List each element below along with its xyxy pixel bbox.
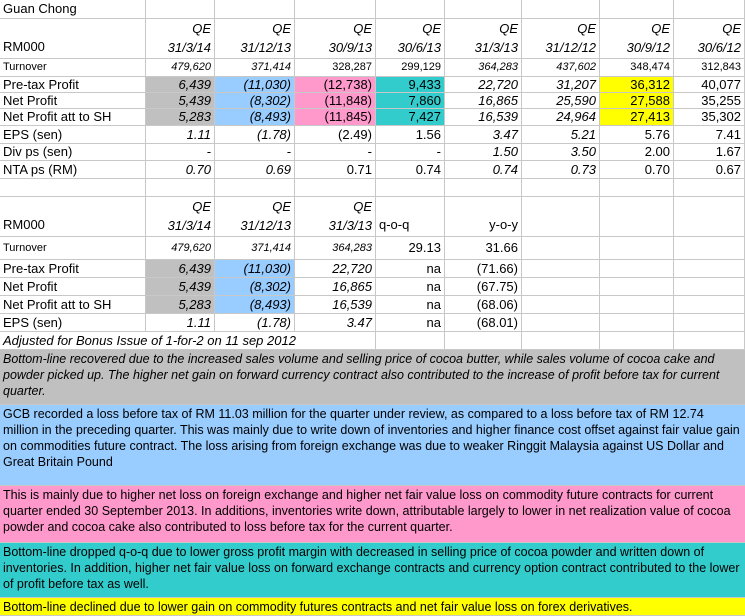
row-label[interactable]: Net Profit att to SH — [0, 109, 146, 126]
empty-cell[interactable] — [600, 237, 674, 260]
footnote[interactable]: Adjusted for Bonus Issue of 1-for-2 on 11 sep 2012 — [0, 332, 376, 350]
empty-cell[interactable] — [445, 332, 522, 350]
data-cell[interactable]: 5,439 — [146, 278, 215, 296]
data-cell[interactable]: - — [215, 144, 295, 161]
empty-cell[interactable] — [376, 332, 445, 350]
data-cell[interactable]: 1.67 — [674, 144, 745, 161]
row-label[interactable]: Div ps (sen) — [0, 144, 146, 161]
empty-cell[interactable] — [376, 0, 445, 19]
period-date: 30/6/13 — [397, 40, 441, 55]
empty-cell[interactable] — [674, 278, 745, 296]
empty-cell[interactable] — [522, 260, 600, 278]
data-cell[interactable]: 25,590 — [522, 93, 600, 109]
empty-cell[interactable] — [600, 278, 674, 296]
empty-cell[interactable] — [522, 314, 600, 332]
data-cell[interactable]: 35,255 — [674, 93, 745, 109]
data-cell[interactable]: 5,283 — [146, 109, 215, 126]
row-label[interactable]: EPS (sen) — [0, 126, 146, 144]
empty-cell[interactable] — [522, 0, 600, 19]
row-label[interactable]: EPS (sen) — [0, 314, 146, 332]
data-cell[interactable]: 16,865 — [295, 278, 376, 296]
period-header[interactable] — [295, 197, 376, 237]
data-cell[interactable]: 9,433 — [376, 77, 445, 93]
empty-cell[interactable] — [600, 0, 674, 19]
period-date: 31/12/12 — [545, 40, 596, 55]
data-cell[interactable]: (11,848) — [295, 93, 376, 109]
period-header[interactable] — [146, 197, 215, 237]
company-name[interactable]: Guan Chong — [0, 0, 146, 19]
empty-cell[interactable] — [522, 179, 600, 197]
data-cell[interactable]: - — [146, 144, 215, 161]
unit-label-text: RM000 — [3, 217, 45, 232]
empty-cell[interactable] — [600, 332, 674, 350]
period-header[interactable] — [146, 19, 215, 59]
empty-cell[interactable] — [600, 296, 674, 314]
data-cell[interactable]: 328,287 — [295, 59, 376, 77]
period-date: 31/12/13 — [240, 40, 291, 55]
data-cell[interactable]: 0.71 — [295, 161, 376, 179]
data-cell[interactable]: 24,964 — [522, 109, 600, 126]
row-label[interactable]: Turnover — [0, 237, 146, 260]
data-cell[interactable]: 7.41 — [674, 126, 745, 144]
qoq-header[interactable] — [376, 197, 445, 237]
data-cell[interactable]: 0.74 — [445, 161, 522, 179]
data-cell[interactable]: 7,860 — [376, 93, 445, 109]
data-cell[interactable]: 27,588 — [600, 93, 674, 109]
empty-cell[interactable] — [295, 179, 376, 197]
period-header[interactable] — [376, 19, 445, 59]
period-date: 30/9/12 — [626, 40, 670, 55]
data-cell[interactable]: (1.78) — [215, 126, 295, 144]
data-cell[interactable]: 5.21 — [522, 126, 600, 144]
data-cell[interactable]: - — [295, 144, 376, 161]
data-cell[interactable]: 16,539 — [295, 296, 376, 314]
unit-label-text: RM000 — [3, 39, 45, 54]
data-cell[interactable]: 5,283 — [146, 296, 215, 314]
data-cell[interactable]: (2.49) — [295, 126, 376, 144]
qe-label: QE — [272, 199, 291, 214]
empty-cell[interactable] — [600, 197, 674, 237]
commentary-note[interactable]: This is mainly due to higher net loss on foreign exchange and higher net fair value loss on commodity future contracts for current quarter ended 30 September 2013. In additions, inventories write down, attributable largely to lower in net realization value of cocoa powder and cocoa cake also contributed to loss before tax for the current quarter. — [0, 486, 745, 543]
empty-cell[interactable] — [600, 260, 674, 278]
empty-cell[interactable] — [215, 0, 295, 19]
commentary-note[interactable]: GCB recorded a loss before tax of RM 11.03 million for the quarter under review, as compared to a loss before tax of RM 12.74 million in the preceding quarter. This was mainly due to write down of inventories and higher finance cost offset against fair value gain on commodities future contract. The loss arising from foreign exchange was due to weaker Ringgit Malaysia against US Dollar and Great Britain Pound — [0, 405, 745, 486]
period-date: 31/3/14 — [167, 40, 211, 55]
empty-cell[interactable] — [522, 296, 600, 314]
empty-cell[interactable] — [600, 179, 674, 197]
data-cell[interactable]: 3.47 — [445, 126, 522, 144]
data-cell[interactable]: (8,302) — [215, 278, 295, 296]
row-label[interactable]: NTA ps (RM) — [0, 161, 146, 179]
qe-label: QE — [272, 21, 291, 36]
period-header[interactable] — [674, 19, 745, 59]
commentary-note[interactable]: Bottom-line dropped q-o-q due to lower gross profit margin with decreased in selling price of cocoa powder and written down of inventories. In addition, higher net fair value loss on forward exchange contracts and currency option contract contributed to the lower of profit before tax as well. — [0, 543, 745, 598]
data-cell[interactable]: 437,602 — [522, 59, 600, 77]
data-cell[interactable]: 22,720 — [445, 77, 522, 93]
data-cell[interactable]: 364,283 — [445, 59, 522, 77]
period-header[interactable] — [295, 19, 376, 59]
empty-cell[interactable] — [674, 314, 745, 332]
commentary-note[interactable]: Bottom-line recovered due to the increased sales volume and selling price of cocoa butter, while sales volume of cocoa cake and powder picked up. The higher net gain on forward currency contract also contributed to the increase of profit before tax for current quarter. — [0, 350, 745, 405]
data-cell[interactable]: 299,129 — [376, 59, 445, 77]
empty-cell[interactable] — [295, 0, 376, 19]
data-cell[interactable]: 479,620 — [146, 237, 215, 260]
data-cell[interactable]: 16,865 — [445, 93, 522, 109]
data-cell[interactable]: (12,738) — [295, 77, 376, 93]
qe-label: QE — [353, 199, 372, 214]
data-cell[interactable]: 5,439 — [146, 93, 215, 109]
data-cell[interactable]: 3.50 — [522, 144, 600, 161]
qoq-cell[interactable]: 29.13 — [376, 237, 445, 260]
qe-label: QE — [651, 21, 670, 36]
qe-label: QE — [192, 199, 211, 214]
unit-label[interactable] — [0, 19, 146, 59]
qe-label: QE — [577, 21, 596, 36]
empty-cell[interactable] — [146, 0, 215, 19]
empty-cell[interactable] — [522, 237, 600, 260]
data-cell[interactable]: (11,030) — [215, 260, 295, 278]
empty-cell[interactable] — [215, 179, 295, 197]
data-cell[interactable]: (11,030) — [215, 77, 295, 93]
data-cell[interactable]: 16,539 — [445, 109, 522, 126]
data-cell[interactable]: 371,414 — [215, 237, 295, 260]
data-cell[interactable]: 0.74 — [376, 161, 445, 179]
data-cell[interactable]: 0.73 — [522, 161, 600, 179]
period-header[interactable] — [445, 19, 522, 59]
data-cell[interactable]: 27,413 — [600, 109, 674, 126]
data-cell[interactable]: 348,474 — [600, 59, 674, 77]
yoy-cell[interactable]: (68.01) — [445, 314, 522, 332]
data-cell[interactable]: 1.11 — [146, 314, 215, 332]
empty-cell[interactable] — [674, 0, 745, 19]
empty-cell[interactable] — [146, 179, 215, 197]
qoq-label: q-o-q — [379, 217, 410, 232]
qe-label: QE — [422, 21, 441, 36]
row-label[interactable]: Pre-tax Profit — [0, 77, 146, 93]
data-cell[interactable]: 1.56 — [376, 126, 445, 144]
data-cell[interactable]: 0.67 — [674, 161, 745, 179]
empty-cell[interactable] — [600, 314, 674, 332]
empty-cell[interactable] — [445, 0, 522, 19]
period-header[interactable] — [522, 19, 600, 59]
data-cell[interactable]: 0.69 — [215, 161, 295, 179]
row-label[interactable]: Pre-tax Profit — [0, 260, 146, 278]
data-cell[interactable]: (11,845) — [295, 109, 376, 126]
data-cell[interactable]: 479,620 — [146, 59, 215, 77]
period-date: 31/3/13 — [328, 218, 372, 233]
empty-cell[interactable] — [522, 278, 600, 296]
yoy-header[interactable] — [445, 197, 522, 237]
data-cell[interactable]: 364,283 — [295, 237, 376, 260]
data-cell[interactable]: 5.76 — [600, 126, 674, 144]
data-cell[interactable]: - — [376, 144, 445, 161]
data-cell[interactable]: (8,493) — [215, 109, 295, 126]
yoy-cell[interactable]: (71.66) — [445, 260, 522, 278]
data-cell[interactable]: 22,720 — [295, 260, 376, 278]
empty-cell[interactable] — [674, 332, 745, 350]
period-header[interactable] — [600, 19, 674, 59]
data-cell[interactable]: 2.00 — [600, 144, 674, 161]
data-cell[interactable]: (1.78) — [215, 314, 295, 332]
data-cell[interactable]: 40,077 — [674, 77, 745, 93]
data-cell[interactable]: 36,312 — [600, 77, 674, 93]
yoy-cell[interactable]: (67.75) — [445, 278, 522, 296]
data-cell[interactable]: (8,302) — [215, 93, 295, 109]
yoy-label: y-o-y — [489, 217, 518, 232]
qoq-cell[interactable]: na — [376, 314, 445, 332]
data-cell[interactable]: 35,302 — [674, 109, 745, 126]
yoy-cell[interactable]: 31.66 — [445, 237, 522, 260]
data-cell[interactable]: 312,843 — [674, 59, 745, 77]
empty-cell[interactable] — [674, 197, 745, 237]
unit-label-2[interactable] — [0, 197, 146, 237]
qe-label: QE — [499, 21, 518, 36]
data-cell[interactable]: 3.47 — [295, 314, 376, 332]
period-date: 31/3/13 — [474, 40, 518, 55]
empty-cell[interactable] — [376, 179, 445, 197]
row-label[interactable]: Net Profit — [0, 278, 146, 296]
empty-cell[interactable] — [674, 296, 745, 314]
data-cell[interactable]: 1.11 — [146, 126, 215, 144]
qoq-cell[interactable]: na — [376, 278, 445, 296]
qe-label: QE — [353, 21, 372, 36]
empty-cell[interactable] — [522, 332, 600, 350]
empty-cell[interactable] — [674, 237, 745, 260]
period-header[interactable] — [215, 19, 295, 59]
data-cell[interactable]: 1.50 — [445, 144, 522, 161]
data-cell[interactable]: 6,439 — [146, 260, 215, 278]
period-date: 31/12/13 — [240, 218, 291, 233]
empty-cell[interactable] — [0, 179, 146, 197]
data-cell[interactable]: 0.70 — [600, 161, 674, 179]
empty-cell[interactable] — [522, 197, 600, 237]
qoq-cell[interactable]: na — [376, 260, 445, 278]
data-cell[interactable]: 0.70 — [146, 161, 215, 179]
data-cell[interactable]: 7,427 — [376, 109, 445, 126]
qe-label: QE — [722, 21, 741, 36]
period-date: 30/9/13 — [328, 40, 372, 55]
data-cell[interactable]: 371,414 — [215, 59, 295, 77]
empty-cell[interactable] — [674, 179, 745, 197]
empty-cell[interactable] — [445, 179, 522, 197]
period-header[interactable] — [215, 197, 295, 237]
data-cell[interactable]: (8,493) — [215, 296, 295, 314]
yoy-cell[interactable]: (68.06) — [445, 296, 522, 314]
row-label[interactable]: Net Profit — [0, 93, 146, 109]
row-label[interactable]: Turnover — [0, 59, 146, 77]
period-date: 31/3/14 — [167, 218, 211, 233]
data-cell[interactable]: 31,207 — [522, 77, 600, 93]
data-cell[interactable]: 6,439 — [146, 77, 215, 93]
period-date: 30/6/12 — [697, 40, 741, 55]
commentary-note[interactable]: Bottom-line declined due to lower gain on commodity futures contracts and net fair value loss on forex derivatives. — [0, 598, 745, 616]
qoq-cell[interactable]: na — [376, 296, 445, 314]
qe-label: QE — [192, 21, 211, 36]
row-label[interactable]: Net Profit att to SH — [0, 296, 146, 314]
empty-cell[interactable] — [674, 260, 745, 278]
